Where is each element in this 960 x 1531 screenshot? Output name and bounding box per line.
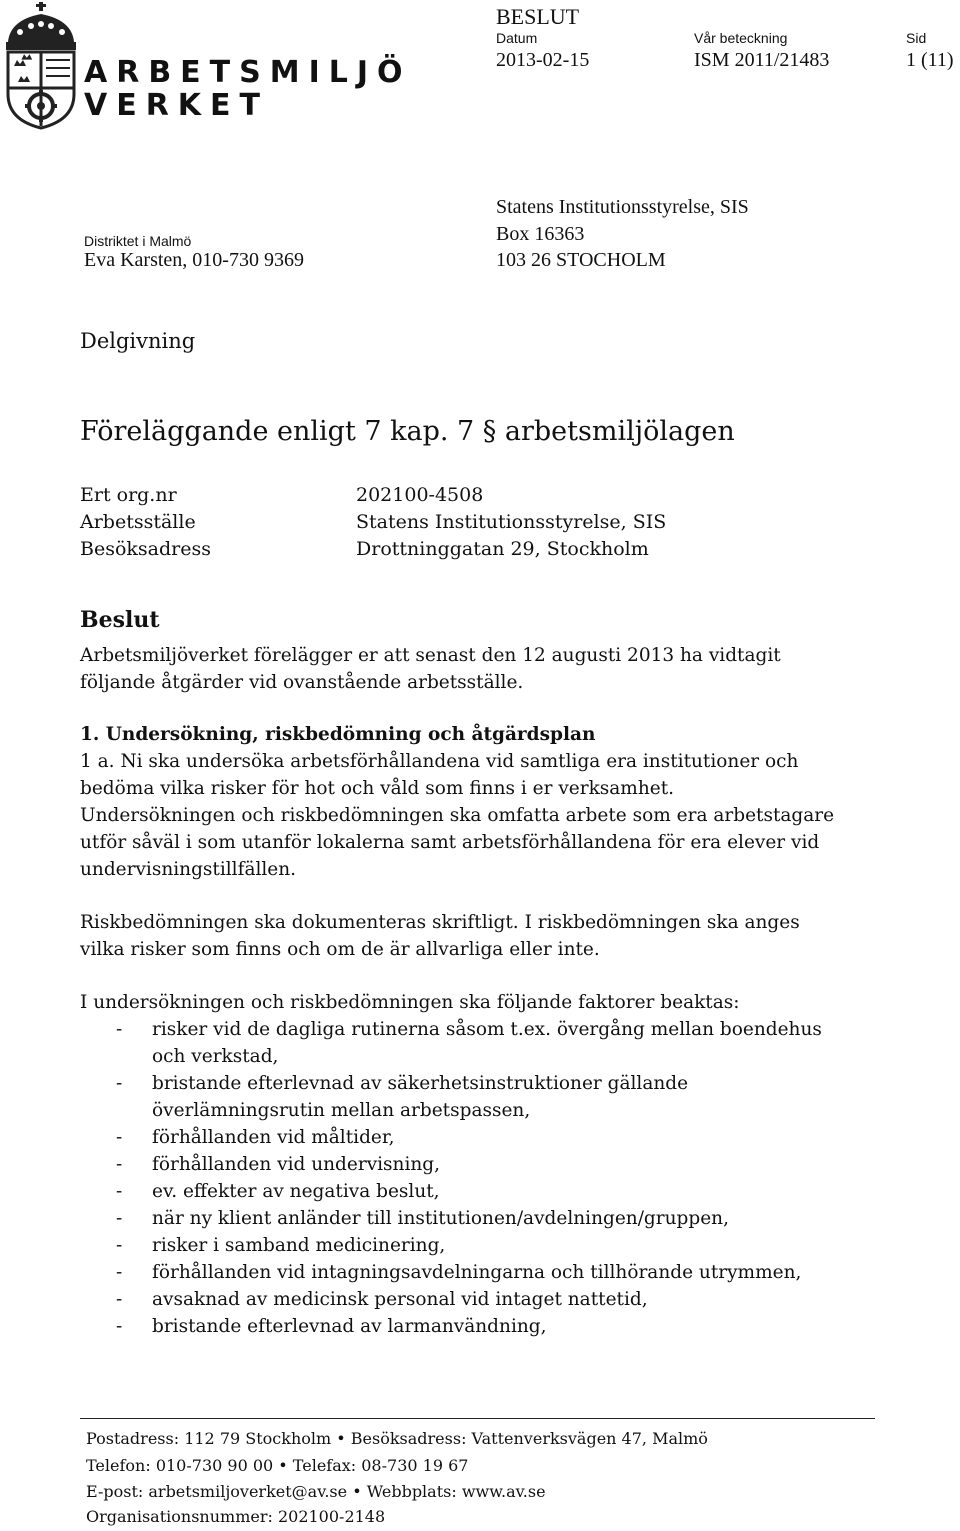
list-item-text: bristande efterlevnad av larmanvändning, — [152, 1316, 547, 1337]
factors-list — [80, 1016, 840, 1340]
district-label: Distriktet i Malmö — [84, 233, 192, 249]
section-heading: 1. Undersökning, riskbedömning och åtgärdsplan — [80, 724, 596, 745]
paragraph-line: utför såväl i som utanför lokalerna samt arbetsförhållandena för era elever vid — [80, 832, 820, 853]
list-item-text: avsaknad av medicinsk personal vid intaget nattetid, — [152, 1289, 648, 1310]
list-item — [80, 1259, 840, 1286]
list-dash: - — [116, 1289, 123, 1310]
recipient-line3: 103 26 STOCHOLM — [496, 249, 666, 271]
recipient-line1: Statens Institutionsstyrelse, SIS — [496, 196, 749, 218]
field-label-visit-address: Besöksadress — [80, 538, 211, 560]
field-value-workplace: Statens Institutionsstyrelse, SIS — [356, 511, 667, 533]
list-dash: - — [116, 1019, 123, 1040]
logo-text-line1: ARBETSMILJÖ — [84, 55, 412, 90]
list-item — [80, 1178, 840, 1205]
document-type: BESLUT — [496, 4, 580, 29]
field-label-workplace: Arbetsställe — [80, 511, 196, 533]
footer-postal-address: Postadress: 112 79 Stockholm • Besöksadress: Vattenverksvägen 47, Malmö — [86, 1429, 708, 1448]
list-item — [80, 1232, 840, 1259]
decision-intro-line2: följande åtgärder vid ovanstående arbetsställe. — [80, 672, 524, 693]
delivery-method: Delgivning — [80, 329, 196, 353]
decision-heading: Beslut — [80, 607, 160, 633]
list-dash: - — [116, 1127, 123, 1148]
factors-intro: I undersökningen och riskbedömningen ska följande faktorer beaktas: — [80, 992, 740, 1013]
footer-email-web: E-post: arbetsmiljoverket@av.se • Webbplats: www.av.se — [86, 1482, 546, 1501]
paragraph-line: vilka risker som finns och om de är allvarliga eller inte. — [80, 939, 600, 960]
list-dash: - — [116, 1235, 123, 1256]
paragraph-line: undervisningstillfällen. — [80, 859, 297, 880]
list-item — [80, 1016, 840, 1070]
list-item-text: risker i samband medicinering, — [152, 1235, 446, 1256]
list-dash: - — [116, 1154, 123, 1175]
paragraph-line: Riskbedömningen ska dokumenteras skriftligt. I riskbedömningen ska anges — [80, 912, 800, 933]
agency-logo — [0, 0, 412, 130]
list-item-text: överlämningsrutin mellan arbetspassen, — [152, 1100, 531, 1121]
list-item-text: bristande efterlevnad av säkerhetsinstruktioner gällande — [152, 1073, 689, 1094]
decision-intro-line1: Arbetsmiljöverket förelägger er att senast den 12 augusti 2013 ha vidtagit — [80, 645, 781, 666]
list-item — [80, 1286, 840, 1313]
reference-value: ISM 2011/21483 — [694, 49, 830, 71]
list-item-text: förhållanden vid måltider, — [152, 1127, 395, 1148]
crowned-shield-emblem-icon — [0, 2, 82, 130]
list-item — [80, 1313, 840, 1340]
paragraph-line: 1 a. Ni ska undersöka arbetsförhållandena vid samtliga era institutioner och — [80, 751, 799, 772]
page-value: 1 (11) — [906, 49, 954, 71]
field-value-org-nr: 202100-4508 — [356, 484, 484, 506]
list-dash: - — [116, 1208, 123, 1229]
logo-text-line2: VERKET — [84, 88, 270, 123]
paragraph-line: Undersökningen och riskbedömningen ska omfatta arbete som era arbetstagare — [80, 805, 835, 826]
sender-contact: Eva Karsten, 010-730 9369 — [84, 249, 304, 271]
list-item-text: risker vid de dagliga rutinerna såsom t.ex. övergång mellan boendehus — [152, 1019, 822, 1040]
reference-label: Vår beteckning — [694, 30, 788, 46]
recipient-line2: Box 16363 — [496, 223, 585, 245]
page-label: Sid — [906, 30, 927, 46]
list-item-text: förhållanden vid intagningsavdelningarna och tillhörande utrymmen, — [152, 1262, 802, 1283]
footer-phone-fax: Telefon: 010-730 90 00 • Telefax: 08-730 19 67 — [86, 1456, 469, 1475]
list-item — [80, 1070, 840, 1124]
footer-divider — [80, 1418, 875, 1419]
footer-org-number: Organisationsnummer: 202100-2148 — [86, 1507, 386, 1526]
date-label: Datum — [496, 30, 538, 46]
field-label-org-nr: Ert org.nr — [80, 484, 177, 506]
document-title: Föreläggande enligt 7 kap. 7 § arbetsmiljölagen — [80, 416, 735, 447]
list-dash: - — [116, 1316, 123, 1337]
list-item — [80, 1124, 840, 1151]
list-dash: - — [116, 1073, 123, 1094]
date-value: 2013-02-15 — [496, 49, 590, 71]
list-item — [80, 1151, 840, 1178]
field-value-visit-address: Drottninggatan 29, Stockholm — [356, 538, 649, 560]
list-item-text: och verkstad, — [152, 1046, 279, 1067]
list-dash: - — [116, 1181, 123, 1202]
paragraph-line: bedöma vilka risker för hot och våld som finns i er verksamhet. — [80, 778, 675, 799]
list-dash: - — [116, 1262, 123, 1283]
list-item — [80, 1205, 840, 1232]
list-item-text: när ny klient anländer till institutionen/avdelningen/gruppen, — [152, 1208, 729, 1229]
list-item-text: ev. effekter av negativa beslut, — [152, 1181, 440, 1202]
list-item-text: förhållanden vid undervisning, — [152, 1154, 441, 1175]
